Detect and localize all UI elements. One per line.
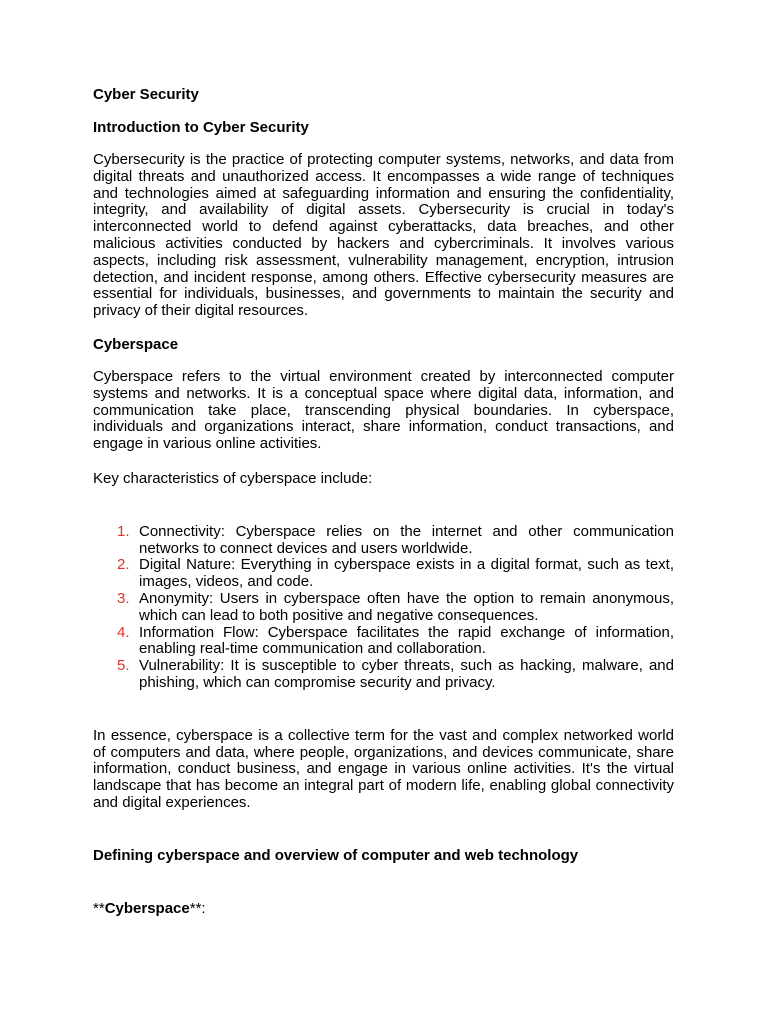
cyberspace-subheading: [93, 900, 674, 917]
document-page: [93, 86, 674, 917]
cyberspace-heading: Cyberspace: [93, 335, 179, 353]
subheading-word: Cyberspace: [104, 899, 190, 917]
list-item-text: Vulnerability: It is susceptible to cyber threats, such as hacking, malware, and phishing, which can compromise security and privacy.: [139, 657, 674, 691]
list-item: [93, 591, 674, 625]
list-item: [93, 658, 674, 692]
essence-paragraph: In essence, cyberspace is a collective term for the vast and complex networked world of computers and data, where people, organizations, and devices communicate, share information, conduct business, and engage in various online activities. It's the virtual landscape that has become an integral part of modern life, enabling global connectivity and digital experiences.: [93, 726, 674, 811]
list-item: [93, 557, 674, 591]
intro-heading: Introduction to Cyber Security: [93, 119, 309, 136]
list-item-text: Information Flow: Cyberspace facilitates the rapid exchange of information, enabling real-time communication and collaboration.: [139, 623, 674, 658]
list-item-text: Connectivity: Cyberspace relies on the internet and other communication networks to connect devices and users worldwide.: [139, 522, 674, 557]
subheading-suffix: **:: [189, 899, 206, 917]
list-marker: 2.: [117, 556, 130, 574]
intro-paragraph: Cybersecurity is the practice of protecting computer systems, networks, and data from digital threats and unauthorized access. It encompasses a wide range of techniques and technologies aimed at safeguarding information and ensuring the confidentiality, integrity, and availability of digital assets. Cybersecurity is crucial in today's interconnected world to defend against cyberattacks, data breaches, and other malicious activities conducted by hackers and cybercriminals. It involves various aspects, including risk assessment, vulnerability management, encryption, intrusion detection, and incident response, among others. Effective cybersecurity measures are essential for individuals, businesses, and governments to maintain the security and privacy of their digital resources.: [93, 151, 674, 320]
list-item-text: Digital Nature: Everything in cyberspace exists in a digital format, such as text, images, videos, and code.: [139, 556, 674, 591]
document-title: Cyber Security: [93, 86, 199, 103]
list-marker: 3.: [117, 589, 130, 607]
list-item: [93, 524, 674, 558]
subheading-prefix: **: [93, 899, 105, 917]
defining-heading: Defining cyberspace and overview of computer and web technology: [93, 846, 579, 864]
key-characteristics-intro: Key characteristics of cyberspace include:: [93, 469, 373, 487]
list-item: [93, 625, 674, 659]
list-marker: 1.: [117, 522, 130, 540]
characteristics-list: [93, 524, 674, 692]
list-marker: 4.: [117, 623, 130, 641]
cyberspace-paragraph: Cyberspace refers to the virtual environment created by interconnected computer systems and networks. It is a conceptual space where digital data, information, and communication take place, transcending physical boundaries. In cyberspace, individuals and organizations interact, share information, conduct transactions, and engage in various online activities.: [93, 367, 674, 453]
list-item-text: Anonymity: Users in cyberspace often have the option to remain anonymous, which can lead to both positive and negative consequences.: [139, 589, 674, 624]
list-marker: 5.: [117, 657, 130, 675]
